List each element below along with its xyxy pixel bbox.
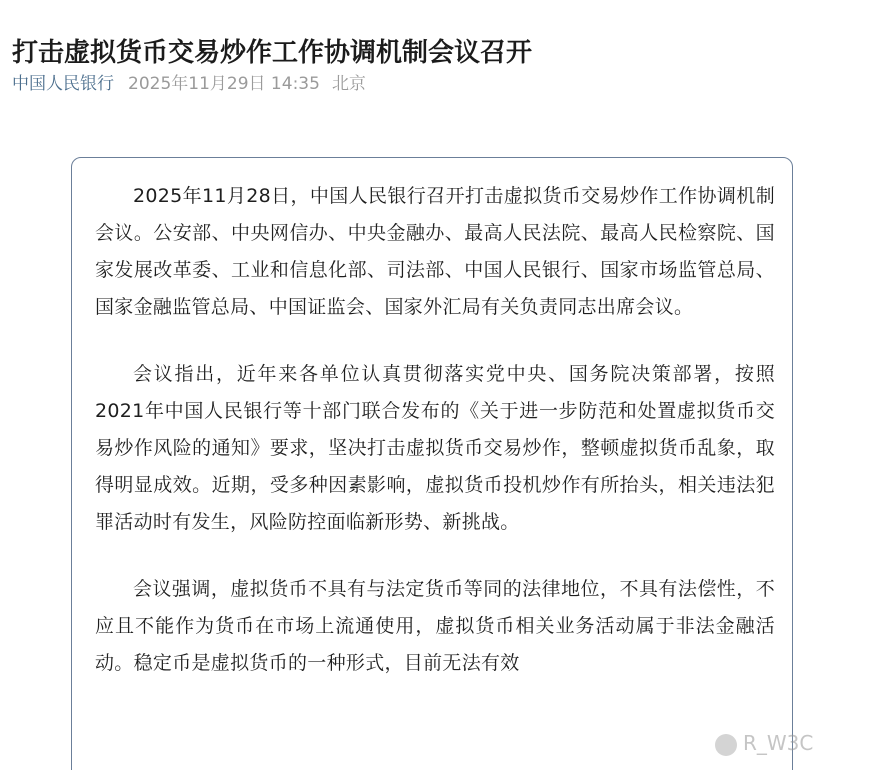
publish-location: 北京 (331, 74, 366, 94)
wechat-icon (715, 734, 737, 756)
article-paragraph-2: 会议指出，近年来各单位认真贯彻落实党中央、国务院决策部署，按照2021年中国人民银行等十部门联合发布的《关于进一步防范和处置虚拟货币交易炒作风险的通知》要求，坚决打击虚拟货币交易炒作，整顿虚拟货币乱象，取得明显成效。近期，受多种因素影响，虚拟货币投机炒作有所抬头，相关违法犯罪活动时有发生，风险防控面临新形势、新挑战。 (95, 363, 775, 533)
article-body (95, 178, 775, 712)
watermark-text: R_W3C (743, 731, 814, 755)
article-title: 打击虚拟货币交易炒作工作协调机制会议召开 (12, 38, 533, 69)
article-body-card (71, 157, 793, 770)
publish-date: 2025年11月29日 14:35 (128, 74, 320, 94)
article-paragraph-1: 2025年11月28日，中国人民银行召开打击虚拟货币交易炒作工作协调机制会议。公安部、中央网信办、中央金融办、最高人民法院、最高人民检察院、国家发展改革委、工业和信息化部、司法部、中国人民银行、国家市场监管总局、国家金融监管总局、中国证监会、国家外汇局有关负责同志出席会议。 (95, 185, 775, 318)
article-source-link[interactable]: 中国人民银行 (12, 74, 114, 94)
article-meta (12, 70, 366, 98)
article-paragraph-3: 会议强调，虚拟货币不具有与法定货币等同的法律地位，不具有法偿性，不应且不能作为货币在市场上流通使用，虚拟货币相关业务活动属于非法金融活动。稳定币是虚拟货币的一种形式，目前无法有效 (95, 578, 775, 674)
watermark (715, 728, 813, 758)
